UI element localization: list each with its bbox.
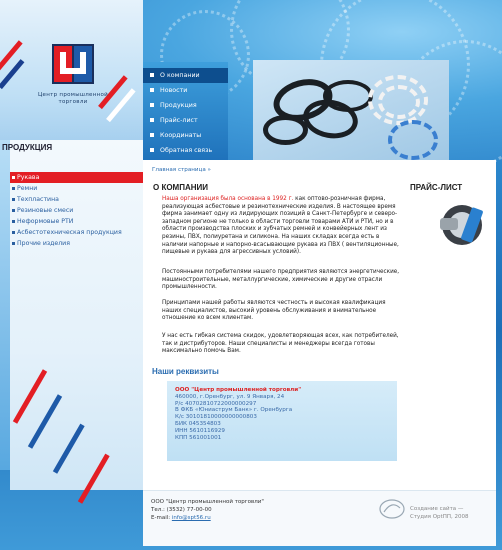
bullet-icon: [150, 73, 154, 77]
nav-label: Прайс-лист: [160, 117, 198, 124]
footer-company: ООО "Центр промышленной торговли": [151, 499, 264, 505]
requisites-line: В ФКБ «Юниаструм Банк» г. Оренбурга: [175, 407, 293, 414]
footer-email-row: [151, 514, 264, 522]
about-paragraph-2: Постоянными потребителями нашего предприятия являются энергетические, машиностроительные, металлургические, химические и другие отрасли промышленности.: [162, 269, 400, 291]
nav-item-price-list[interactable]: [143, 113, 228, 128]
sidebar-item-label: Асбестотехническая продукция: [17, 229, 122, 236]
sidebar-item-tech-plate[interactable]: [10, 194, 143, 205]
sidebar-item-label: Прочие изделия: [17, 240, 70, 247]
requisites-line: Р/с 40702810722000000297: [175, 400, 257, 407]
nav-item-news[interactable]: [143, 83, 228, 98]
bullet-icon: [12, 198, 15, 201]
requisites-company: ООО "Центр промышленной торговли": [175, 387, 302, 393]
nav-item-about[interactable]: [143, 68, 228, 83]
logo-text: Центр промышленной торговли: [37, 92, 109, 105]
bullet-icon: [150, 118, 154, 122]
requisites-title: Наши реквизиты: [152, 367, 219, 376]
about-text: как оптово-розничная фирма, реализующая асбестовые и резинотехнические изделия. В настоящее время фирма занимает одну из лидирующих позиций в Санкт-Петербурге и северо-западном регионе не только в области торговли товарами АТИ и РТИ, но и в области производства плоских и зубчатых ремней и конвейерных лент из резины, ПВХ, полиуретана и силикона. На наших складах всегда есть в наличии напорные и напорно-всасывающие рукава из ПВХ ( вентиляционные, пищевые и рукава для агрессивных условий).: [162, 196, 399, 256]
requisites-line: К/с 30101810000000000803: [175, 414, 257, 421]
sidebar-item-rti[interactable]: [10, 216, 143, 227]
bullet-icon: [150, 88, 154, 92]
requisites-box: [167, 381, 397, 461]
nav-label: Продукция: [160, 102, 197, 109]
studio-logo-icon[interactable]: [378, 498, 406, 520]
studio-credit[interactable]: [410, 505, 468, 521]
bullet-icon: [150, 103, 154, 107]
footer-contacts: [151, 498, 264, 522]
sidebar-item-label: Техпластина: [17, 196, 59, 203]
founded-link[interactable]: Наша организация была основана в 1992 г.: [162, 196, 294, 202]
nav-label: О компании: [160, 72, 200, 79]
product-category-list: [10, 172, 143, 249]
price-list-icon[interactable]: [432, 200, 488, 250]
requisites-line: КПП 561001001: [175, 434, 222, 441]
about-paragraph-1: [162, 196, 404, 257]
sidebar-item-label: Рукава: [17, 174, 40, 181]
sidebar-item-label: Резиновые смеси: [17, 207, 74, 214]
left-edge-decor: [0, 140, 10, 470]
footer-phone: Тел.: (3532) 77-00-00: [151, 507, 212, 513]
footer-email-label: E-mail:: [151, 515, 172, 521]
bullet-icon: [12, 176, 15, 179]
credit-line: Студия OptПП, 2008: [410, 514, 469, 520]
nav-label: Координаты: [160, 132, 202, 139]
sidebar-item-asbestos[interactable]: [10, 227, 143, 238]
header-product-photo: [253, 60, 449, 170]
page-title: О КОМПАНИИ: [153, 183, 209, 192]
about-paragraph-4: У нас есть гибкая система скидок, удовлетворяющая всех, как потребителей, так и дистрибуторов. Наши специалисты и менеджеры всегда готовы максимально помочь Вам.: [162, 333, 399, 355]
bullet-icon: [12, 231, 15, 234]
sidebar-item-belts[interactable]: [10, 183, 143, 194]
bullet-icon: [12, 242, 15, 245]
footer-email-link[interactable]: info@spt56.ru: [171, 515, 211, 521]
sidebar-item-hoses[interactable]: [10, 172, 143, 183]
requisites-line: 460000, г.Оренбург, ул. 9 Января, 24: [175, 393, 285, 400]
about-paragraph-3: Принципами нашей работы являются честность и высокая квалификация наших специалистов, высокий уровень обслуживания и внимательное отношение ко всем клиентам.: [162, 300, 386, 322]
requisites-line: БИК 045354803: [175, 420, 221, 427]
sidebar-title: ПРОДУКЦИЯ: [2, 143, 53, 152]
bullet-icon: [150, 133, 154, 137]
breadcrumb[interactable]: Главная страница »: [152, 167, 211, 173]
nav-item-products[interactable]: [143, 98, 228, 113]
requisites-line: ИНН 5610116929: [175, 427, 225, 434]
bullet-icon: [150, 148, 154, 152]
main-navigation: [143, 62, 228, 160]
nav-label: Обратная связь: [160, 147, 213, 154]
sidebar-item-rubber-mixtures[interactable]: [10, 205, 143, 216]
price-list-title: ПРАЙС-ЛИСТ: [410, 183, 463, 192]
sidebar-item-label: Неформовые РТИ: [17, 218, 74, 225]
nav-item-contacts[interactable]: [143, 128, 228, 143]
credit-line: Создание сайта —: [410, 506, 464, 512]
nav-label: Новости: [160, 87, 188, 94]
sidebar-item-other[interactable]: [10, 238, 143, 249]
bullet-icon: [12, 187, 15, 190]
bullet-icon: [12, 209, 15, 212]
bullet-icon: [12, 220, 15, 223]
nav-item-feedback[interactable]: [143, 143, 228, 158]
sidebar-item-label: Ремни: [17, 185, 38, 192]
company-logo[interactable]: [50, 42, 96, 86]
